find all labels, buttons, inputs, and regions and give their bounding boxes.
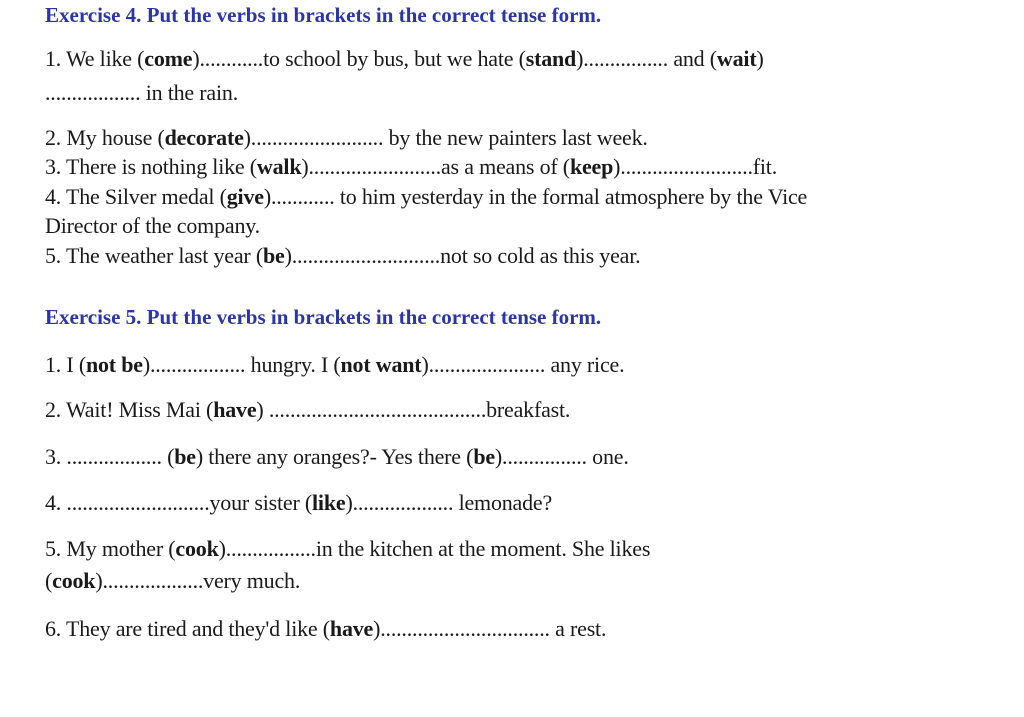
exercise-4-item-3 <box>45 154 777 180</box>
sentence-text: Director of the company. <box>45 213 260 238</box>
sentence-text: ) .........................................breakfast. <box>256 397 571 422</box>
exercise-5-item-6 <box>45 616 606 642</box>
verb-prompt: not want <box>340 352 422 377</box>
verb-prompt: cook <box>52 568 96 593</box>
sentence-text: )......................... by the new painters last week. <box>243 125 648 150</box>
verb-prompt: cook <box>175 536 219 561</box>
sentence-text: 3. There is nothing like ( <box>45 154 257 179</box>
sentence-text: 2. Wait! Miss Mai ( <box>45 397 214 422</box>
sentence-text: ).................. hungry. I ( <box>142 352 341 377</box>
sentence-text: 1. I ( <box>45 352 86 377</box>
verb-prompt: like <box>312 490 346 515</box>
exercise-5-item-4 <box>45 490 552 516</box>
exercise-4-item-4 <box>45 184 807 210</box>
sentence-text: ) <box>756 46 764 71</box>
verb-prompt: stand <box>525 46 577 71</box>
verb-prompt: give <box>226 184 264 209</box>
sentence-text: ) there any oranges?- Yes there ( <box>195 444 474 469</box>
exercise-4-item-2 <box>45 125 648 151</box>
verb-prompt: not be <box>85 352 143 377</box>
sentence-text: )............ to him yesterday in the formal atmosphere by the Vice <box>263 184 808 209</box>
sentence-text: )................................ a rest. <box>373 616 607 641</box>
sentence-text: )............to school by bus, but we hate ( <box>192 46 526 71</box>
verb-prompt: be <box>262 243 285 268</box>
sentence-text: ).........................fit. <box>613 154 778 179</box>
sentence-text: )...................very much. <box>95 568 301 593</box>
verb-prompt: decorate <box>164 125 244 150</box>
sentence-text: 5. My mother ( <box>45 536 176 561</box>
verb-prompt: come <box>144 46 193 71</box>
exercise-5-item-5-cont <box>45 568 300 594</box>
exercise-5-item-5 <box>45 536 650 562</box>
verb-prompt: keep <box>569 154 614 179</box>
exercise-4-item-1 <box>45 46 764 72</box>
sentence-text: ( <box>45 568 53 593</box>
verb-prompt: wait <box>716 46 757 71</box>
exercise-4-heading: Exercise 4. Put the verbs in brackets in the correct tense form. <box>45 3 602 27</box>
verb-prompt: have <box>329 616 374 641</box>
sentence-text: .................. in the rain. <box>45 80 238 105</box>
sentence-text: )............................not so cold as this year. <box>284 243 641 268</box>
exercise-5-heading: Exercise 5. Put the verbs in brackets in the correct tense form. <box>45 305 602 329</box>
exercise-5-item-2 <box>45 397 570 423</box>
sentence-text: 6. They are tired and they'd like ( <box>45 616 330 641</box>
verb-prompt: be <box>473 444 495 469</box>
exercise-5-item-3 <box>45 444 629 470</box>
sentence-text: 5. The weather last year ( <box>45 243 263 268</box>
sentence-text: )................ and ( <box>576 46 717 71</box>
sentence-text: 1. We like ( <box>45 46 145 71</box>
sentence-text: )................... lemonade? <box>345 490 553 515</box>
exercise-5-item-1 <box>45 352 624 378</box>
exercise-4-item-1-cont <box>45 80 238 106</box>
sentence-text: 3. .................. ( <box>45 444 175 469</box>
exercise-4-item-4-cont <box>45 213 260 239</box>
sentence-text: 4. The Silver medal ( <box>45 184 227 209</box>
verb-prompt: be <box>174 444 196 469</box>
exercise-4-item-5 <box>45 243 640 269</box>
sentence-text: )...................... any rice. <box>421 352 625 377</box>
verb-prompt: have <box>213 397 257 422</box>
sentence-text: ).................in the kitchen at the moment. She likes <box>218 536 651 561</box>
sentence-text: ).........................as a means of ( <box>301 154 570 179</box>
sentence-text: 2. My house ( <box>45 125 165 150</box>
sentence-text: )................ one. <box>494 444 629 469</box>
sentence-text: 4. ...........................your sister ( <box>45 490 312 515</box>
verb-prompt: walk <box>256 154 302 179</box>
